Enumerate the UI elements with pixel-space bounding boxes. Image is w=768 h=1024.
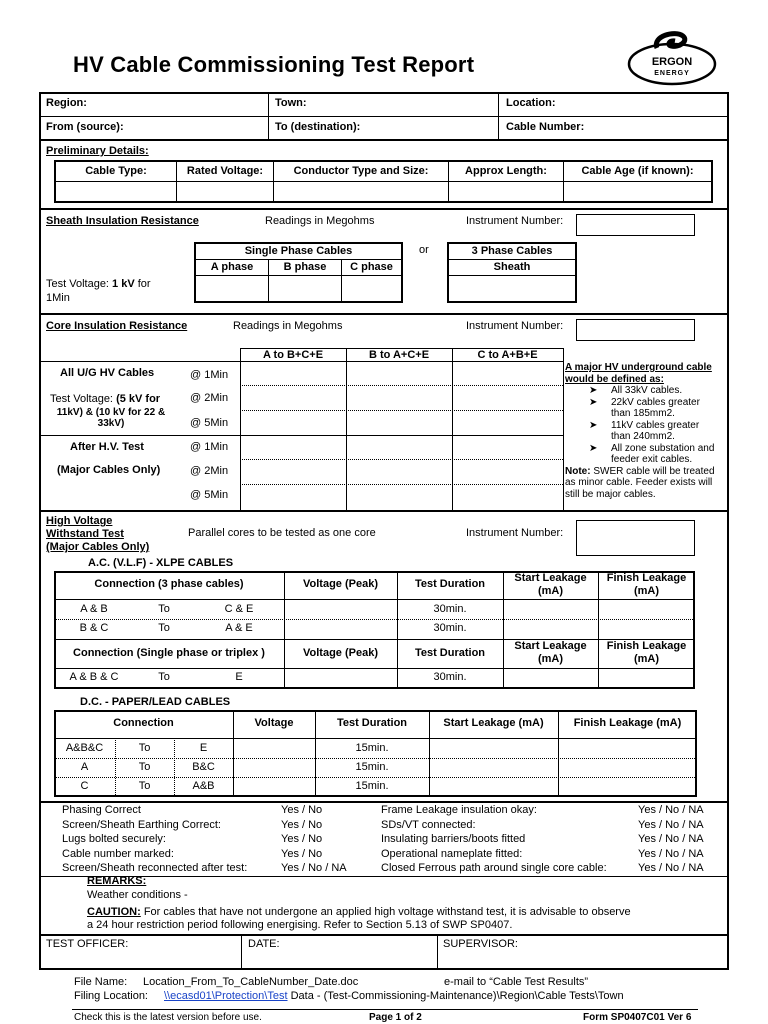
sheath-test-voltage: Test Voltage: 1 kV for	[46, 278, 151, 290]
ac-heading: A.C. (V.L.F) - XLPE CABLES	[88, 557, 234, 569]
core-heading: Core Insulation Resistance	[46, 320, 188, 332]
dc-h-duration: Test Duration	[336, 717, 408, 729]
from-label: From (source):	[46, 121, 124, 133]
dc-h-finish: Finish Leakage (mA)	[573, 717, 682, 729]
form-number: Form SP0407C01 Ver 6	[583, 1012, 692, 1023]
col-conductor: Conductor Type and Size:	[274, 161, 449, 181]
ac-h-duration: Test Duration	[414, 578, 486, 590]
col-approx-length: Approx Length:	[449, 161, 564, 181]
dc-h-voltage: Voltage	[254, 717, 294, 729]
b-phase-col: B phase	[269, 259, 342, 275]
logo-line1: ERGON	[651, 56, 693, 68]
ac-h2-finish: Finish Leakage (mA)	[606, 640, 687, 665]
ac-r3-dest: E	[235, 671, 243, 683]
ac-h-connection: Connection (3 phase cables)	[94, 578, 244, 590]
dc-r1-from: A&B&C	[65, 742, 104, 754]
core-tv-line3: 33kV)	[97, 418, 125, 429]
ac-r2-duration: 30min.	[433, 622, 467, 634]
a-phase-field[interactable]	[195, 275, 269, 302]
sheath-col: Sheath	[448, 259, 576, 275]
logo-line2: ENERGY	[654, 70, 690, 77]
cable-number-label: Cable Number:	[506, 121, 585, 133]
filing-link[interactable]: \\ecasd01\Protection\Test	[164, 990, 288, 1002]
supervisor-label: SUPERVISOR:	[443, 938, 518, 950]
ac-r3-from: A & B & C	[69, 671, 119, 683]
dc-r3-from: C	[80, 780, 89, 792]
time-1min-a: @ 1Min	[190, 369, 229, 381]
caution-line1: CAUTION: For cables that have not undergone an applied high voltage withstand test, it is advisable to observe	[87, 906, 631, 918]
cable-type-field[interactable]	[55, 181, 177, 202]
ergon-energy-logo	[627, 28, 717, 86]
dc-r3-duration: 15min.	[355, 780, 389, 792]
dc-r1-dest: E	[199, 742, 208, 754]
caution-line2: a 24 hour restriction period following energising. Refer to Section 5.13 of SWP SP0407.	[87, 919, 513, 931]
preliminary-heading: Preliminary Details:	[46, 145, 149, 157]
ac-r2-dest: A & E	[225, 622, 253, 634]
dc-r2-dest: B&C	[192, 761, 215, 773]
three-phase-table	[447, 242, 577, 303]
filing-label: Filing Location:	[74, 990, 148, 1002]
ac-r3-to: To	[158, 671, 170, 683]
time-2min-b: @ 2Min	[190, 465, 229, 477]
ac-h2-voltage: Voltage (Peak)	[303, 647, 378, 659]
checks-left: Phasing Correct Screen/Sheath Earthing Correct: Lugs bolted securely: Cable number marked: Screen/Sheath reconnected after test:	[62, 804, 248, 875]
major-only-label: (Major Cables Only)	[57, 464, 161, 476]
rated-voltage-field[interactable]	[177, 181, 274, 202]
sheath-readings: Readings in Megohms	[265, 215, 375, 227]
ac-r1-to: To	[158, 603, 170, 615]
core-col-b: B to A+C+E	[368, 349, 430, 361]
ac-r1-dest: C & E	[224, 603, 254, 615]
remarks-heading: REMARKS:	[87, 875, 147, 887]
hv-instrument-label: Instrument Number:	[466, 527, 564, 539]
dc-r2-to: To	[138, 761, 151, 773]
core-instrument-label: Instrument Number:	[466, 320, 564, 332]
core-col-c: C to A+B+E	[477, 349, 538, 361]
col-cable-age: Cable Age (if known):	[564, 161, 713, 181]
checks-right-values[interactable]: Yes / No / NA Yes / No / NA Yes / No / NA Yes / No / NA Yes / No / NA	[638, 804, 704, 875]
a-phase-col: A phase	[195, 259, 269, 275]
ac-r1-from: A & B	[80, 603, 108, 615]
c-phase-col: C phase	[342, 259, 403, 275]
core-instrument-field[interactable]	[576, 319, 695, 341]
col-cable-type: Cable Type:	[55, 161, 177, 181]
weather-label: Weather conditions -	[87, 889, 188, 901]
filing-location: \\ecasd01\Protection\Test Data - (Test-Commissioning-Maintenance)\Region\Cable Tests\Town	[164, 990, 624, 1002]
to-label: To (destination):	[275, 121, 361, 133]
checks-left-values[interactable]: Yes / No Yes / No Yes / No Yes / No Yes / No / NA	[281, 804, 347, 875]
ac-h-finish: Finish Leakage (mA)	[606, 572, 687, 597]
sheath-heading: Sheath Insulation Resistance	[46, 215, 199, 227]
page-number: Page 1 of 2	[369, 1012, 422, 1023]
dc-r3-to: To	[138, 780, 151, 792]
ac-h2-start: Start Leakage (mA)	[514, 640, 587, 665]
dc-r1-to: To	[138, 742, 151, 754]
approx-length-field[interactable]	[449, 181, 564, 202]
region-label: Region:	[46, 97, 87, 109]
cable-age-field[interactable]	[564, 181, 713, 202]
time-2min-a: @ 2Min	[190, 392, 229, 404]
date-label: DATE:	[248, 938, 280, 950]
b-phase-field[interactable]	[269, 275, 342, 302]
major-cable-note: A major HV underground cable would be defined as: ➤ All 33kV cables. ➤ 22kV cables greater than 185mm2. ➤ 11kV cables greater than 240mm2. ➤ All zone substation and feeder exit cables. Note: SWER cable will be treated as minor cable. Feeder exists will still be major cables.	[565, 362, 715, 500]
after-hv-label: After H.V. Test	[70, 441, 144, 453]
single-phase-table	[194, 242, 403, 303]
hv-parallel: Parallel cores to be tested as one core	[188, 527, 376, 539]
sheath-test-voltage-line2: 1Min	[46, 292, 70, 304]
sheath-field[interactable]	[448, 275, 576, 302]
file-name-label: File Name:	[74, 976, 128, 988]
email-instruction: e-mail to “Cable Test Results”	[444, 976, 589, 988]
ac-r2-to: To	[158, 622, 170, 634]
file-name: Location_From_To_CableNumber_Date.doc	[143, 976, 359, 988]
dc-r2-duration: 15min.	[355, 761, 389, 773]
town-label: Town:	[275, 97, 307, 109]
hv-heading: High Voltage Withstand Test (Major Cables Only)	[46, 515, 150, 553]
version-check: Check this is the latest version before use.	[74, 1012, 262, 1023]
core-tv-line1: Test Voltage: (5 kV for	[50, 393, 161, 405]
single-phase-heading: Single Phase Cables	[195, 243, 402, 259]
dc-heading: D.C. - PAPER/LEAD CABLES	[80, 696, 231, 708]
all-ug-label: All U/G HV Cables	[60, 367, 155, 379]
ac-r2-from: B & C	[79, 622, 109, 634]
or-label: or	[419, 244, 429, 256]
sheath-instrument-field[interactable]	[576, 214, 695, 236]
preliminary-table	[54, 160, 713, 203]
time-1min-b: @ 1Min	[190, 441, 229, 453]
test-officer-label: TEST OFFICER:	[46, 938, 129, 950]
sheath-instrument-label: Instrument Number:	[466, 215, 564, 227]
dc-h-start: Start Leakage (mA)	[443, 717, 544, 729]
location-label: Location:	[506, 97, 556, 109]
ac-h-voltage: Voltage (Peak)	[303, 578, 378, 590]
hv-instrument-field[interactable]	[576, 520, 695, 556]
dc-h-connection: Connection	[113, 717, 174, 729]
core-tv-line2: 11kV) & (10 kV for 22 &	[56, 407, 166, 418]
three-phase-heading: 3 Phase Cables	[448, 243, 576, 259]
page-title: HV Cable Commissioning Test Report	[73, 52, 475, 77]
ac-h2-duration: Test Duration	[414, 647, 486, 659]
ac-h-start: Start Leakage (mA)	[514, 572, 587, 597]
time-5min-b: @ 5Min	[190, 489, 229, 501]
ac-h2-connection: Connection (Single phase or triplex )	[73, 647, 265, 659]
dc-r2-from: A	[80, 761, 89, 773]
core-col-a: A to B+C+E	[262, 349, 324, 361]
core-readings: Readings in Megohms	[233, 320, 343, 332]
dc-r1-duration: 15min.	[355, 742, 389, 754]
conductor-field[interactable]	[274, 181, 449, 202]
ac-r1-duration: 30min.	[433, 603, 467, 615]
ac-r3-duration: 30min.	[433, 671, 467, 683]
time-5min-a: @ 5Min	[190, 417, 229, 429]
c-phase-field[interactable]	[342, 275, 403, 302]
col-rated-voltage: Rated Voltage:	[177, 161, 274, 181]
dc-r3-dest: A&B	[192, 780, 215, 792]
checks-right: Frame Leakage insulation okay: SDs/VT connected: Insulating barriers/boots fitted Operational nameplate fitted: Closed Ferrous path around single core cable:	[381, 804, 607, 875]
